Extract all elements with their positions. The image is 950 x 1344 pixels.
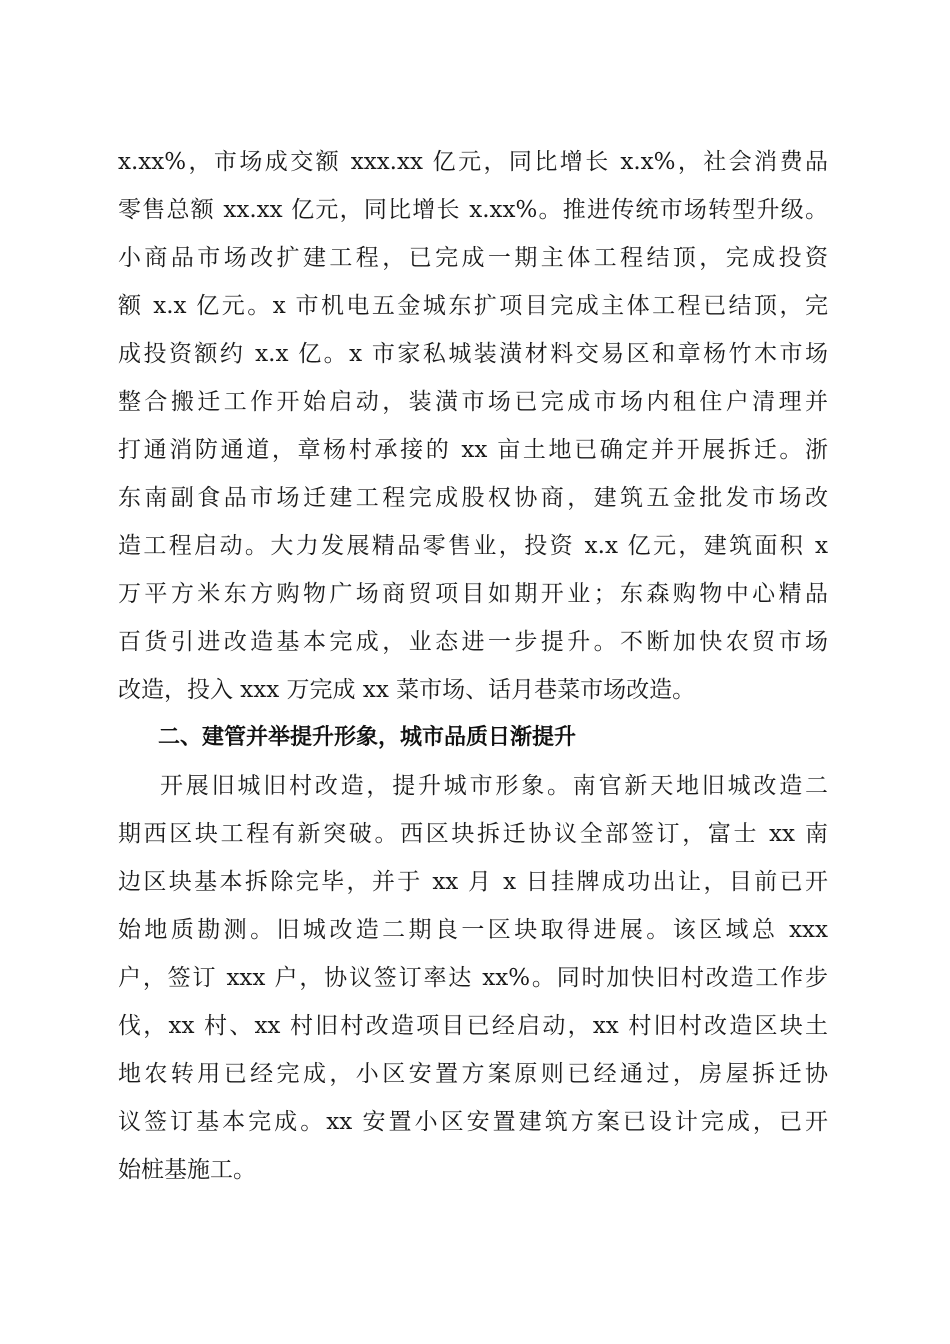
text-line: 边区块基本拆除完毕，并于 xx 月 x 日挂牌成功出让，目前已开 (118, 869, 828, 895)
text-line: 议签订基本完成。xx 安置小区安置建筑方案已设计完成，已开 (118, 1109, 828, 1135)
text-line: 地农转用已经完成，小区安置方案原则已经通过，房屋拆迁协 (118, 1061, 828, 1087)
text-line: 打通消防通道，章杨村承接的 xx 亩土地已确定并开展拆迁。浙 (118, 437, 828, 463)
document-body (118, 138, 828, 1194)
text-line: x.xx%，市场成交额 xxx.xx 亿元，同比增长 x.x%，社会消费品 (118, 149, 828, 175)
text-line: 造工程启动。大力发展精品零售业，投资 x.x 亿元，建筑面积 x (118, 533, 828, 559)
text-line: 东南副食品市场迁建工程完成股权协商，建筑五金批发市场改 (118, 485, 828, 511)
text-line: 开展旧城旧村改造，提升城市形象。南官新天地旧城改造二 (160, 773, 828, 799)
paragraph-urban-renewal (118, 762, 828, 1194)
text-line: 始地质勘测。旧城改造二期良一区块取得进展。该区域总 xxx (118, 917, 828, 943)
text-line: 零售总额 xx.xx 亿元，同比增长 x.xx%。推进传统市场转型升级。 (118, 197, 828, 223)
text-line: 成投资额约 x.x 亿。x 市家私城装潢材料交易区和章杨竹木市场 (118, 341, 828, 367)
text-line: 户，签订 xxx 户，协议签订率达 xx%。同时加快旧村改造工作步 (118, 965, 828, 991)
text-line: 整合搬迁工作开始启动，装潢市场已完成市场内租住户清理并 (118, 389, 828, 415)
text-line: 小商品市场改扩建工程，已完成一期主体工程结顶，完成投资 (118, 245, 828, 271)
text-line: 百货引进改造基本完成，业态进一步提升。不断加快农贸市场 (118, 629, 828, 655)
section-heading: 二、建管并举提升形象，城市品质日渐提升 (158, 725, 577, 750)
text-line: 期西区块工程有新突破。西区块拆迁协议全部签订，富士 xx 南 (118, 821, 828, 847)
paragraph-market-development (118, 138, 828, 714)
text-line: 伐，xx 村、xx 村旧村改造项目已经启动，xx 村旧村改造区块土 (118, 1013, 828, 1039)
text-line: 万平方米东方购物广场商贸项目如期开业；东森购物中心精品 (118, 581, 828, 607)
text-line: 额 x.x 亿元。x 市机电五金城东扩项目完成主体工程已结顶，完 (118, 293, 828, 319)
text-line: 始桩基施工。 (118, 1157, 256, 1183)
text-line: 改造，投入 xxx 万完成 xx 菜市场、话月巷菜市场改造。 (118, 677, 696, 703)
